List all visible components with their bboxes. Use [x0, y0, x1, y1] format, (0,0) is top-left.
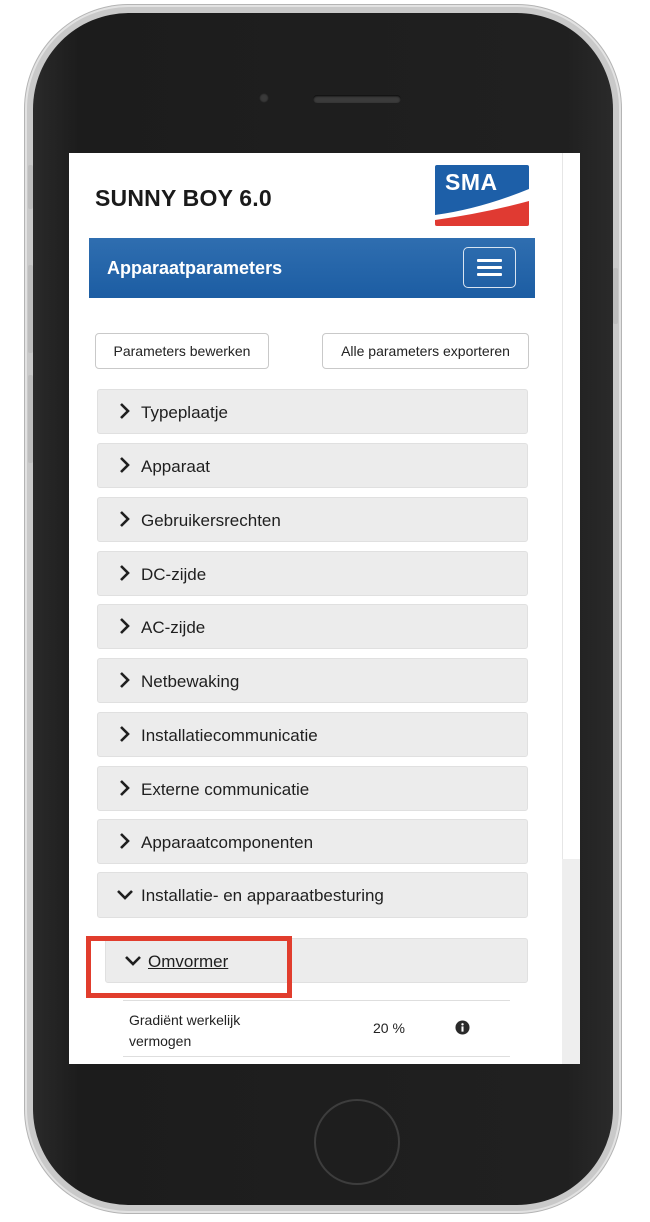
logo-text: SMA [445, 169, 498, 195]
page-navbar [89, 238, 535, 298]
parameter-name: Gradiënt werkelijk vermogen [129, 1012, 241, 1049]
device-title: SUNNY BOY 6.0 [95, 185, 272, 211]
home-button[interactable] [314, 1099, 400, 1185]
section-label: DC-zijde [141, 565, 207, 584]
chevron-right-icon [118, 617, 132, 635]
volume-up-button [28, 265, 33, 353]
chevron-right-icon [118, 832, 132, 850]
parameter-value: 20 % [373, 1020, 405, 1036]
mute-switch [28, 165, 33, 209]
chevron-right-icon [118, 671, 132, 689]
info-icon[interactable] [455, 1020, 470, 1035]
section-label: Apparaat [141, 457, 210, 476]
table-divider [123, 1056, 510, 1057]
export-parameters-button[interactable]: Alle parameters exporteren [322, 333, 529, 369]
table-divider [123, 1000, 510, 1001]
sma-logo [435, 165, 529, 226]
chevron-right-icon [118, 779, 132, 797]
section-label: Netbewaking [141, 672, 240, 691]
highlight-box [86, 936, 292, 998]
section-label: Gebruikersrechten [141, 511, 281, 530]
section-typeplaatje[interactable] [97, 389, 528, 434]
edit-parameters-button[interactable]: Parameters bewerken [95, 333, 269, 369]
page-title: Apparaatparameters [107, 258, 283, 278]
chevron-right-icon [118, 402, 132, 420]
section-installatiecommunicatie[interactable] [97, 712, 528, 757]
chevron-right-icon [118, 510, 132, 528]
front-camera [259, 93, 269, 103]
section-label: Installatie- en apparaatbesturing [141, 886, 384, 905]
section-label: Apparaatcomponenten [141, 833, 314, 852]
chevron-right-icon [118, 725, 132, 743]
section-label: Typeplaatje [141, 403, 228, 422]
chevron-right-icon [118, 456, 132, 474]
section-apparaat[interactable] [97, 443, 528, 488]
section-label: AC-zijde [141, 618, 206, 637]
chevron-down-icon [116, 888, 134, 902]
hamburger-menu-icon[interactable] [463, 247, 516, 288]
section-gebruikersrechten[interactable] [97, 497, 528, 542]
screen [69, 153, 580, 1064]
section-externe-communicatie[interactable] [97, 766, 528, 811]
subsection-label: Omvormer [148, 952, 229, 971]
section-apparaatcomponenten[interactable] [97, 819, 528, 864]
chevron-right-icon [118, 564, 132, 582]
page-edge-lower [562, 859, 580, 1064]
volume-down-button [28, 375, 33, 463]
section-netbewaking[interactable] [97, 658, 528, 703]
earpiece-speaker [313, 95, 401, 103]
power-button [613, 268, 618, 324]
section-label: Externe communicatie [141, 780, 310, 799]
section-dc-zijde[interactable] [97, 551, 528, 596]
section-installatie-apparaatbesturing[interactable] [97, 872, 528, 918]
section-ac-zijde[interactable] [97, 604, 528, 649]
section-label: Installatiecommunicatie [141, 726, 318, 745]
